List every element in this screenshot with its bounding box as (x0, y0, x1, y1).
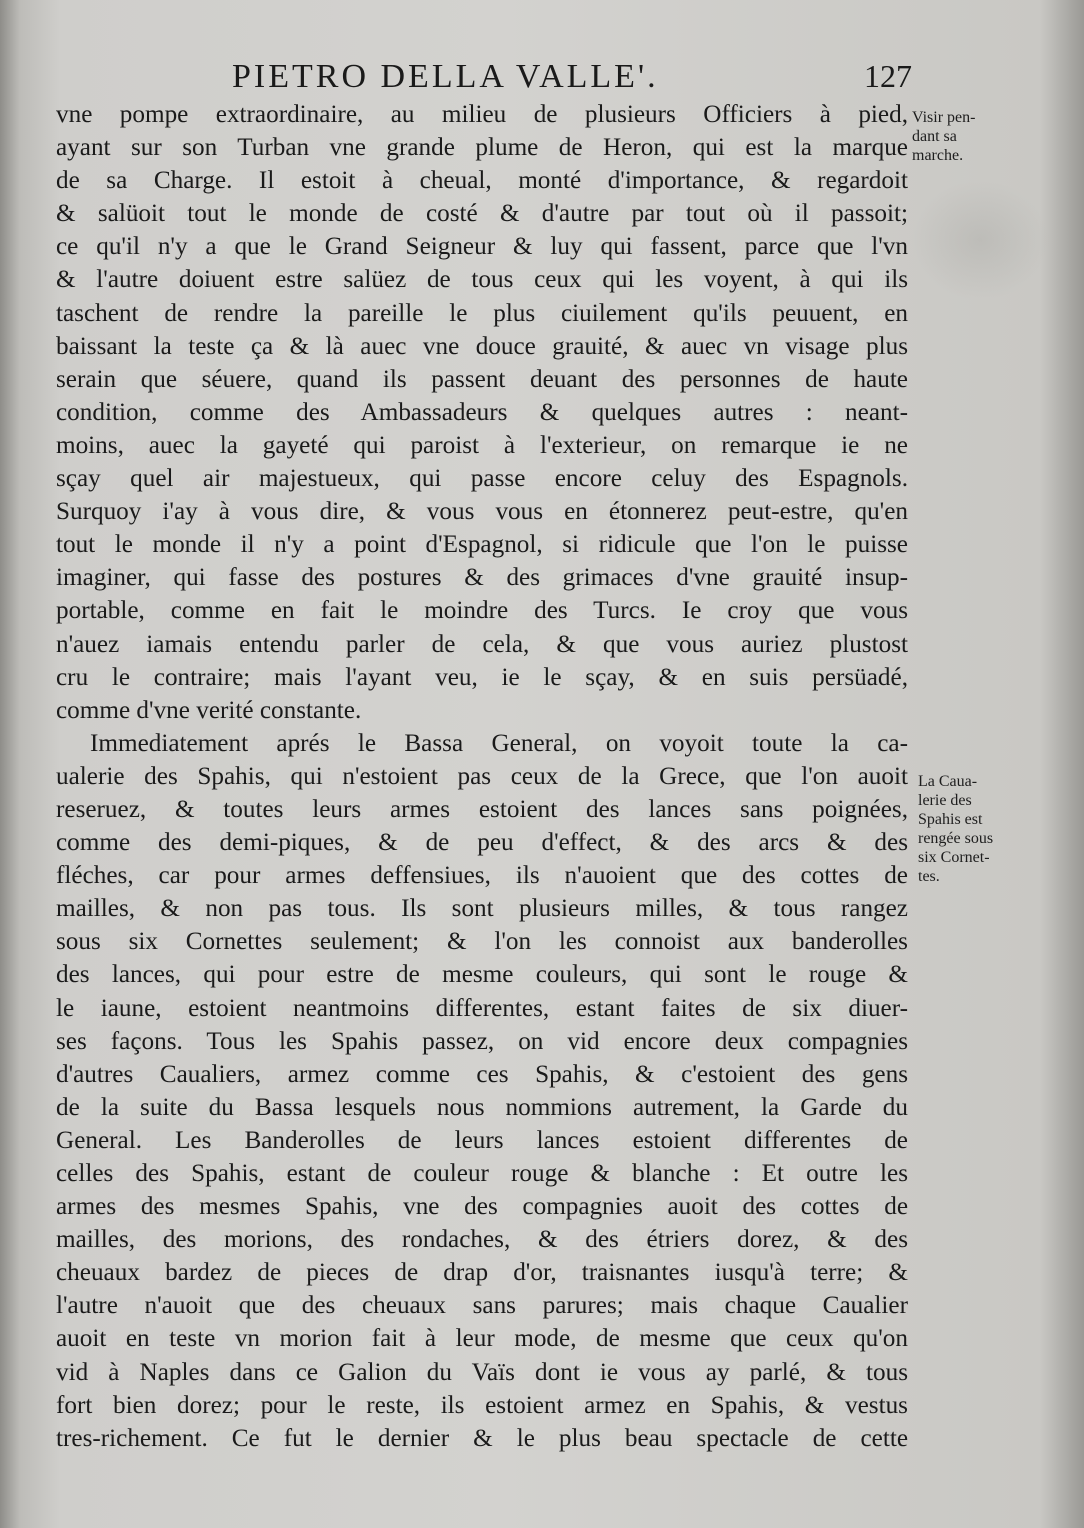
margin-note-line: lerie des (918, 792, 972, 809)
margin-note-line: tes. (918, 868, 940, 885)
text-line: comme des demi-piques, & de peu d'effect, & des arcs & des (56, 829, 908, 857)
margin-note-line: marche. (912, 147, 964, 164)
text-line: tres-richement. Ce fut le dernier & le plus beau spectacle de cette (56, 1424, 908, 1452)
text-line: condition, comme des Ambassadeurs & quelques autres : neant- (56, 398, 908, 426)
margin-note-visir (912, 108, 1032, 165)
text-line: reseruez, & toutes leurs armes estoient des lances sans poignées, (56, 795, 908, 823)
text-line: celles des Spahis, estant de couleur rouge & blanche : Et outre les (56, 1160, 908, 1187)
text-line: mailles, des morions, des rondaches, & des étriers dorez, & des (56, 1226, 908, 1254)
text-line: ses façons. Tous les Spahis passez, on vid encore deux compagnies (56, 1027, 908, 1055)
running-head: PIETRO DELLA VALLE'. (232, 58, 659, 95)
text-line: fléches, car pour armes deffensiues, ils n'auoient que des cottes de (56, 862, 908, 890)
text-line: serain que séuere, quand ils passent deuant des personnes de haute (56, 365, 908, 393)
text-line: ayant sur son Turban vne grande plume de Heron, qui est la marque (56, 134, 908, 162)
margin-note-cavalerie (918, 772, 1048, 886)
text-line: de sa Charge. Il estoit à cheual, monté d'importance, & regardoit (56, 167, 908, 195)
text-line: des lances, qui pour estre de mesme couleurs, qui sont le rouge & (56, 961, 908, 989)
text-line: de la suite du Bassa lesquels nous nommions autrement, la Garde du (56, 1093, 908, 1121)
text-line: vne pompe extraordinaire, au milieu de plusieurs Officiers à pied, (56, 101, 908, 128)
text-line: & salüoit tout le monde de costé & d'autre par tout où il passoit; (56, 200, 908, 228)
margin-note-line: rengée sous (918, 830, 994, 847)
text-line: armes des mesmes Spahis, vne des compagnies auoit des cottes de (56, 1193, 908, 1221)
margin-note-line: dant sa (912, 128, 957, 145)
margin-note-line: Spahis est (918, 811, 983, 828)
text-line: auoit en teste vn morion fait à leur mode, de mesme que ceux qu'on (56, 1325, 908, 1353)
text-line: ce qu'il n'y a que le Grand Seigneur & luy qui fassent, parce que l'vn (56, 233, 908, 261)
text-line: portable, comme en fait le moindre des Turcs. Ie croy que vous (56, 597, 908, 625)
text-line: l'autre n'auoit que des cheuaux sans parures; mais chaque Caualier (56, 1292, 908, 1320)
text-line: fort bien dorez; pour le reste, ils estoient armez en Spahis, & vestus (56, 1391, 908, 1419)
text-line: imaginer, qui fasse des postures & des grimaces d'vne grauité insup- (56, 564, 908, 592)
text-line: moins, auec la gayeté qui paroist à l'exterieur, on remarque ie ne (56, 431, 908, 459)
margin-note-line: Visir pen- (912, 109, 976, 126)
body-text (56, 98, 908, 1455)
text-line: ualerie des Spahis, qui n'estoient pas ceux de la Grece, que l'on auoit (56, 762, 908, 790)
text-line: baissant la teste ça & là auec vne douce grauité, & auec vn visage plus (56, 332, 908, 360)
text-line: vid à Naples dans ce Galion du Vaïs dont ie vous ay parlé, & tous (56, 1358, 908, 1386)
text-line: sous six Cornettes seulement; & l'on les connoist aux banderolles (56, 928, 908, 956)
text-line: Surquoy i'ay à vous dire, & vous vous en étonnerez peut-estre, qu'en (56, 498, 908, 526)
text-line: & l'autre doiuent estre salüez de tous ceux qui les voyent, à qui ils (56, 266, 908, 294)
text-line: d'autres Caualiers, armez comme ces Spahis, & c'estoient des gens (56, 1060, 908, 1088)
text-line: n'auez iamais entendu parler de cela, & que vous auriez plustost (56, 630, 908, 658)
text-line: cheuaux bardez de pieces de drap d'or, traisnantes iusqu'à terre; & (56, 1259, 908, 1287)
text-line: cru le contraire; mais l'ayant veu, ie le sçay, & en suis persüadé, (56, 663, 908, 691)
text-line: General. Les Banderolles de leurs lances estoient differentes de (56, 1126, 908, 1154)
text-line-paragraph-end: comme d'vne verité constante. (56, 696, 362, 724)
text-line: mailles, & non pas tous. Ils sont plusieurs milles, & tous rangez (56, 895, 908, 923)
text-line-paragraph-start: Immediatement aprés le Bassa General, on voyoit toute la ca- (90, 729, 908, 757)
text-line: sçay quel air majestueux, qui passe encore celuy des Espagnols. (56, 465, 908, 493)
page-number: 127 (864, 58, 912, 94)
text-line: taschent de rendre la pareille le plus ciuilement qu'ils peuuent, en (56, 299, 908, 327)
text-line: le iaune, estoient neantmoins differentes, estant faites de six diuer- (56, 994, 908, 1022)
text-line: tout le monde il n'y a point d'Espagnol, si ridicule que l'on le puisse (56, 531, 908, 559)
margin-note-line: six Cornet- (918, 849, 990, 866)
page-show-through (910, 180, 1050, 300)
margin-note-line: La Caua- (918, 773, 978, 790)
